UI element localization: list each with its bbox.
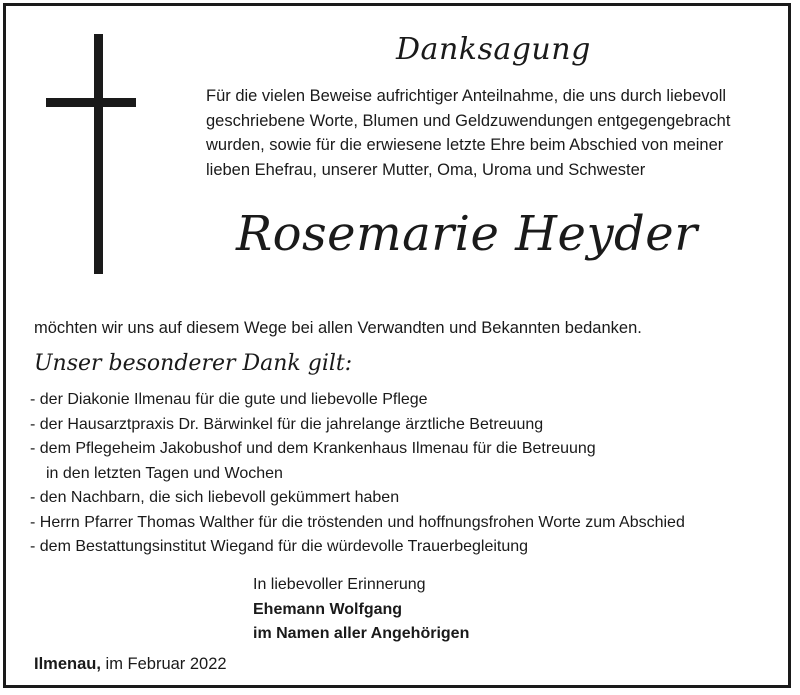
- place-date-text: im Februar 2022: [100, 655, 227, 673]
- intro-line: lieben Ehefrau, unserer Mutter, Oma, Uroma und Schwester: [206, 160, 646, 179]
- signature-block: [253, 573, 469, 647]
- intro-line: Für die vielen Beweise aufrichtiger Anteilnahme, die uns durch liebevoll: [206, 87, 727, 105]
- deceased-name: Rosemarie Heyder: [236, 206, 698, 262]
- list-item: - dem Pflegeheim Jakobushof und dem Krankenhaus Ilmenau für die Betreuung: [30, 440, 596, 457]
- list-item: - den Nachbarn, die sich liebevoll gekümmert haben: [30, 489, 400, 506]
- place-date: [34, 655, 227, 674]
- page-title: Danksagung: [396, 32, 591, 67]
- list-item: - Herrn Pfarrer Thomas Walther für die tröstenden und hoffnungsfrohen Worte zum Abschied: [30, 513, 685, 531]
- list-item: in den letzten Tagen und Wochen: [46, 464, 283, 482]
- obituary-card: [3, 3, 791, 688]
- list-item: - dem Bestattungsinstitut Wiegand für die würdevolle Trauerbegleitung: [30, 538, 529, 555]
- thanks-line: möchten wir uns auf diesem Wege bei allen Verwandten und Bekannten bedanken.: [34, 319, 642, 337]
- list-item: - der Hausarztpraxis Dr. Bärwinkel für die jahrelange ärztliche Betreuung: [30, 415, 544, 433]
- closing-line: In liebevoller Erinnerung: [253, 576, 426, 593]
- place-city: Ilmenau,: [34, 655, 101, 673]
- intro-line: geschriebene Worte, Blumen und Geldzuwendungen entgegengebracht: [206, 111, 731, 130]
- list-item: - der Diakonie Ilmenau für die gute und liebevolle Pflege: [30, 391, 428, 408]
- intro-line: wurden, sowie für die erwiesene letzte Ehre beim Abschied von meiner: [206, 136, 724, 154]
- signer-note: im Namen aller Angehörigen: [253, 625, 470, 642]
- cross-icon: [46, 34, 136, 274]
- special-thanks-list: [30, 388, 790, 560]
- signer-name: Ehemann Wolfgang: [253, 600, 403, 618]
- special-thanks-title: Unser besonderer Dank gilt:: [34, 351, 353, 376]
- intro-text: [206, 84, 786, 182]
